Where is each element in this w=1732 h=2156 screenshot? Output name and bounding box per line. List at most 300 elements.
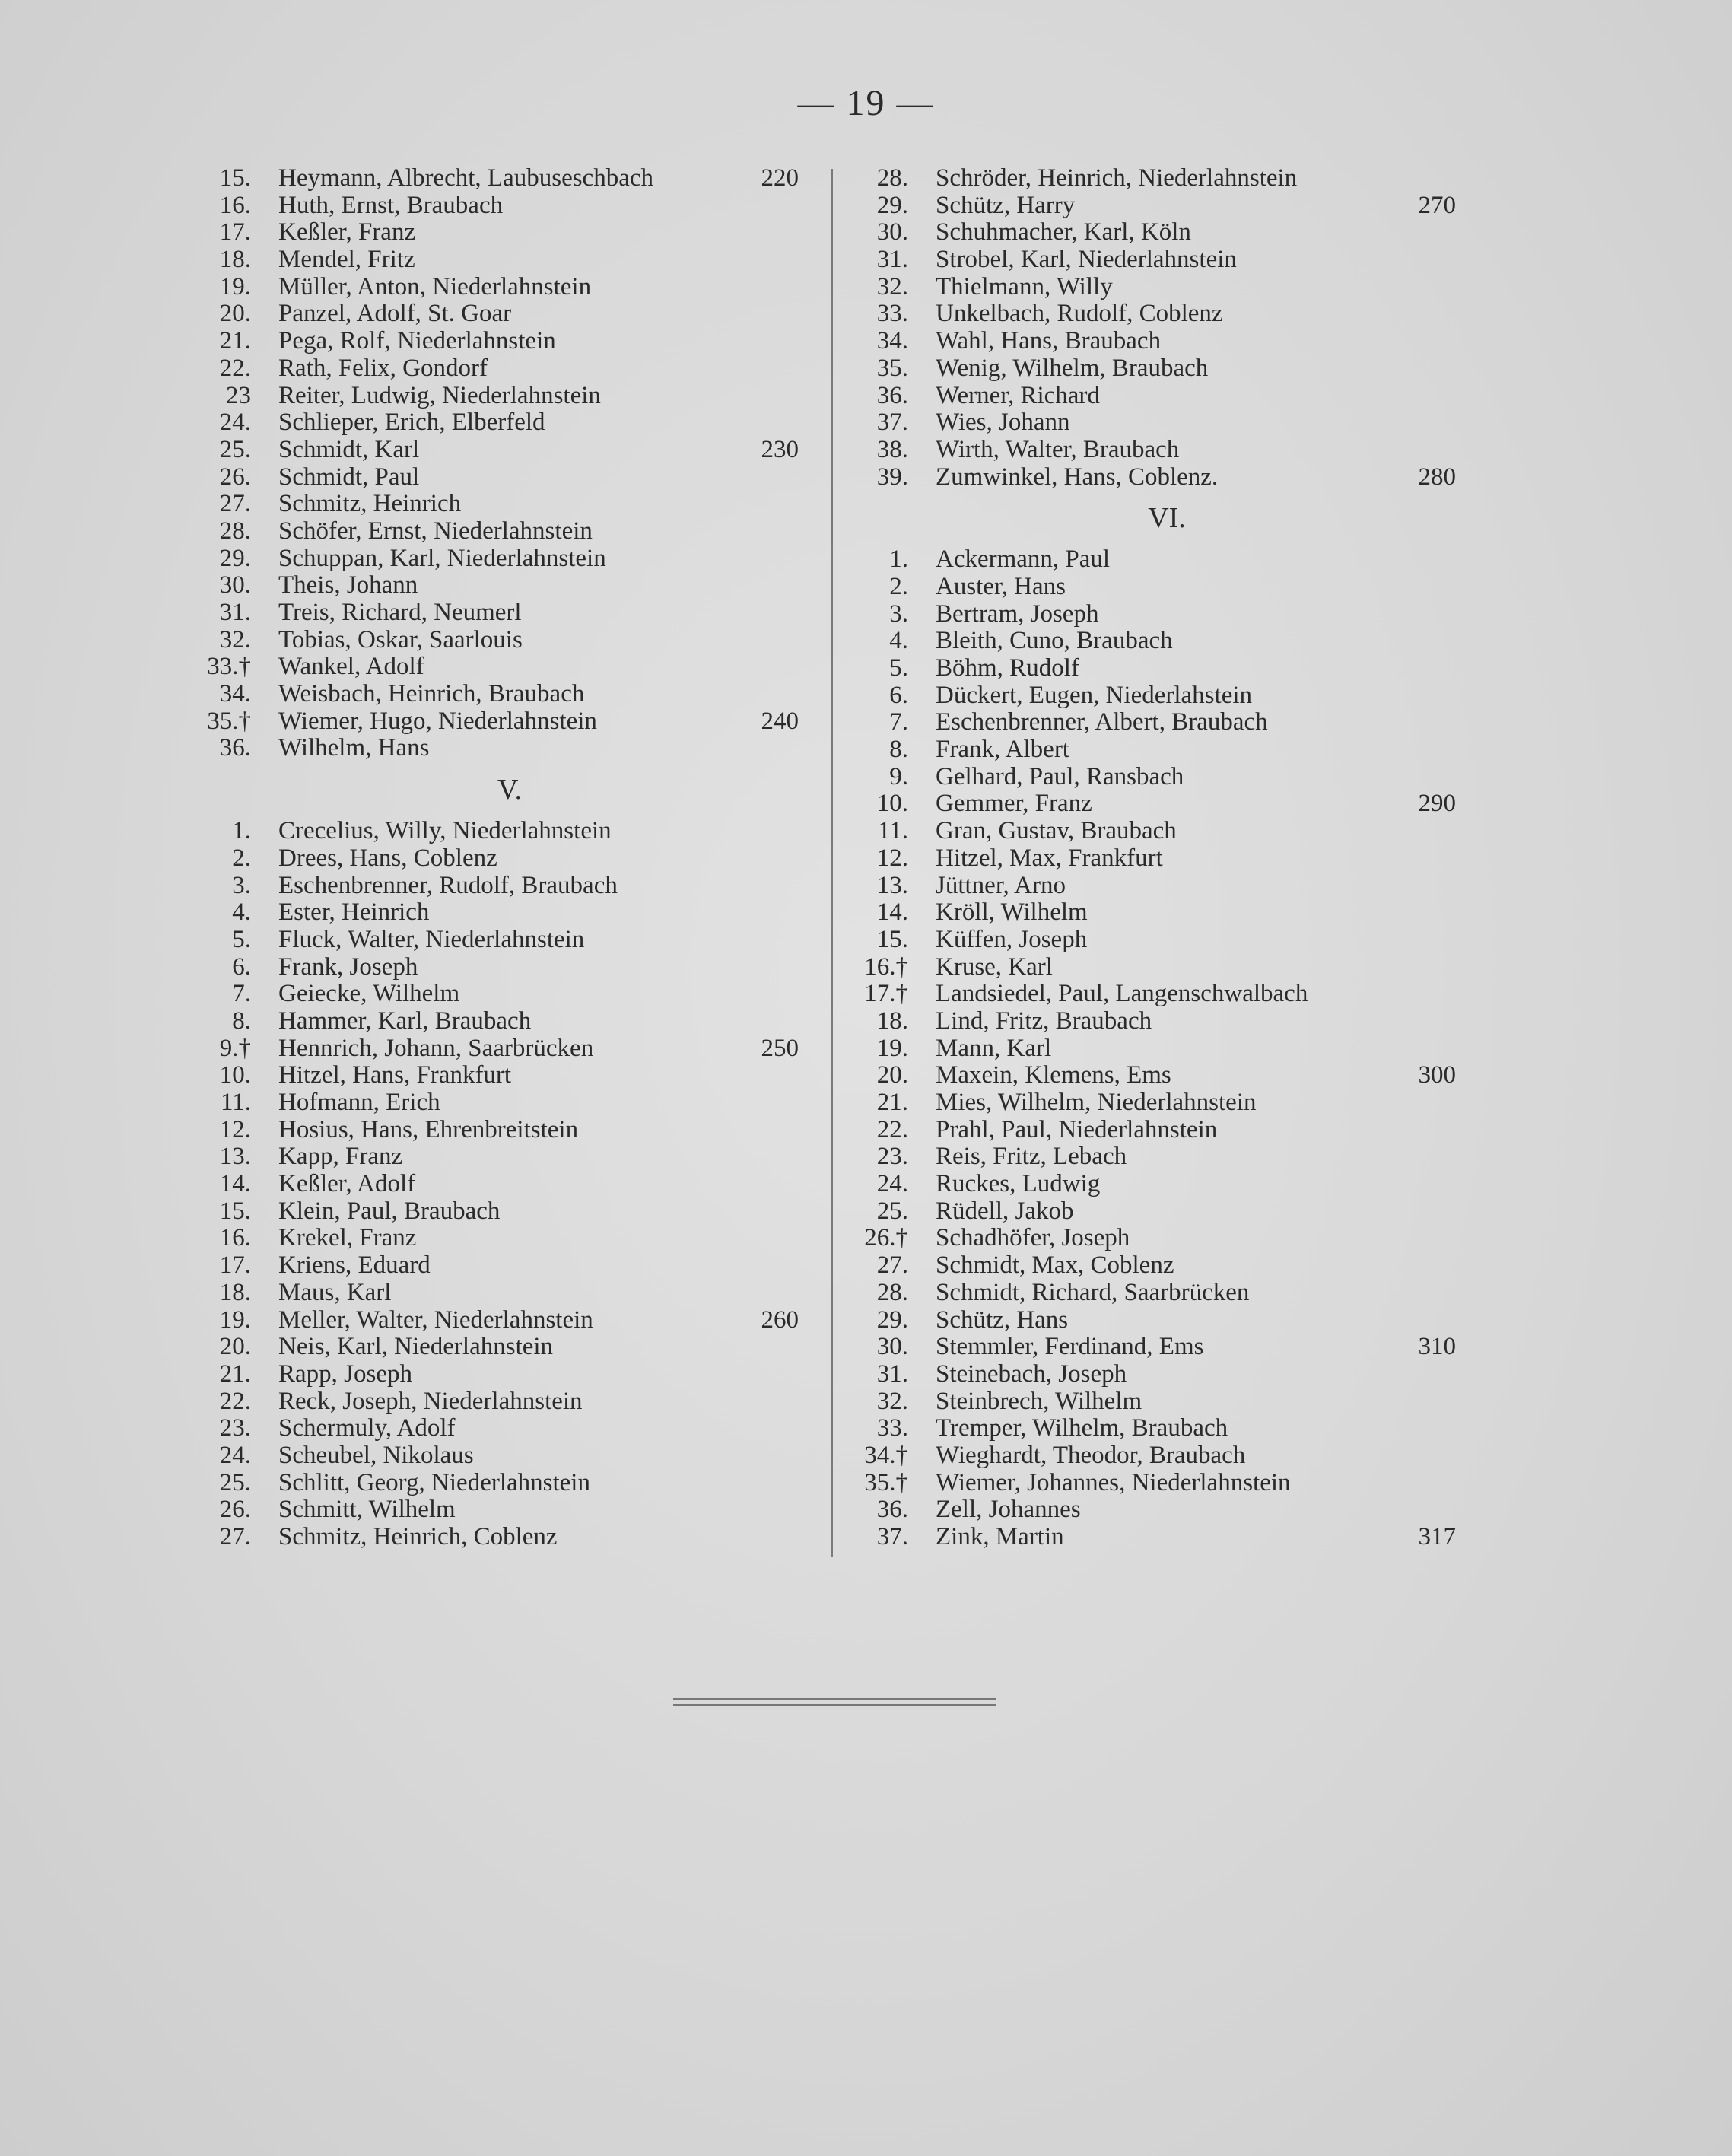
entry-number: 27. xyxy=(219,490,251,518)
list-item xyxy=(847,1143,1456,1171)
entry-name: Reis, Fritz, Lebach xyxy=(936,1143,1127,1171)
entry-name: Wenig, Wilhelm, Braubach xyxy=(936,354,1209,382)
entry-page-ref: 290 xyxy=(1418,790,1456,818)
entry-name: Schmidt, Paul xyxy=(278,463,420,491)
entry-name: Tobias, Oskar, Saarlouis xyxy=(278,625,523,653)
list-item xyxy=(847,1496,1456,1524)
entry-number: 2. xyxy=(889,572,908,600)
entry-name: Scheubel, Nikolaus xyxy=(278,1441,474,1469)
entry-name: Landsiedel, Paul, Langenschwalbach xyxy=(936,980,1308,1008)
entry-name: Lind, Fritz, Braubach xyxy=(936,1006,1152,1035)
list-item xyxy=(190,1496,799,1524)
entry-name: Schadhöfer, Joseph xyxy=(936,1224,1130,1252)
list-item xyxy=(190,681,799,708)
list-item xyxy=(847,764,1456,791)
entry-name: Schröder, Heinrich, Niederlahnstein xyxy=(936,164,1298,192)
list-item xyxy=(190,1388,799,1416)
list-item xyxy=(847,246,1456,274)
entry-number: 36. xyxy=(876,381,908,409)
entry-name: Schmidt, Richard, Saarbrücken xyxy=(936,1278,1250,1306)
entry-name: Schuhmacher, Karl, Köln xyxy=(936,218,1191,246)
list-item xyxy=(190,1198,799,1226)
entry-number: 7. xyxy=(232,980,251,1008)
list-item xyxy=(190,873,799,900)
entry-number: 36. xyxy=(876,1496,908,1524)
entry-number: 24. xyxy=(219,409,251,437)
entry-name: Bleith, Cuno, Braubach xyxy=(936,627,1173,655)
entry-number: 11. xyxy=(220,1089,251,1116)
list-item xyxy=(190,491,799,518)
entry-name: Werner, Richard xyxy=(936,381,1100,409)
list-item xyxy=(190,1035,799,1063)
entry-name: Maxein, Klemens, Ems xyxy=(936,1061,1171,1089)
list-item xyxy=(190,1280,799,1307)
entry-name: Drees, Hans, Coblenz xyxy=(278,844,497,872)
list-item xyxy=(847,1062,1456,1089)
list-item xyxy=(847,818,1456,845)
entry-name: Küffen, Joseph xyxy=(936,925,1088,953)
entry-name: Panzel, Adolf, St. Goar xyxy=(278,300,512,328)
list-item xyxy=(847,845,1456,873)
list-item xyxy=(190,653,799,681)
list-item xyxy=(847,899,1456,927)
entry-name: Frank, Albert xyxy=(936,736,1069,764)
list-item xyxy=(847,873,1456,900)
entry-name: Hitzel, Max, Frankfurt xyxy=(936,844,1163,872)
list-item xyxy=(190,1415,799,1442)
entry-name: Strobel, Karl, Niederlahnstein xyxy=(936,246,1237,274)
entry-name: Zumwinkel, Hans, Coblenz. xyxy=(936,463,1219,491)
list-item xyxy=(190,518,799,545)
end-rule-bottom xyxy=(673,1704,996,1706)
entry-page-ref: 220 xyxy=(761,164,799,192)
entry-number: 20. xyxy=(219,1333,251,1361)
entry-number: 8. xyxy=(232,1006,251,1035)
entry-number: 18. xyxy=(219,1278,251,1306)
entry-name: Schmidt, Max, Coblenz xyxy=(936,1251,1174,1280)
list-item xyxy=(190,1225,799,1252)
entry-number: 34.† xyxy=(864,1441,908,1469)
list-item xyxy=(190,899,799,927)
entry-number: 25. xyxy=(219,435,251,463)
entry-name: Eschenbrenner, Albert, Braubach xyxy=(936,708,1268,736)
list-item xyxy=(847,1008,1456,1035)
list-item xyxy=(847,355,1456,383)
entry-number: 27. xyxy=(876,1251,908,1280)
list-item xyxy=(190,927,799,954)
list-item xyxy=(190,1117,799,1144)
list-item xyxy=(190,708,799,736)
entry-name: Kriens, Eduard xyxy=(278,1251,431,1280)
entry-number: 22. xyxy=(219,1387,251,1415)
entry-name: Treis, Richard, Neumerl xyxy=(278,599,522,626)
list-item xyxy=(190,355,799,383)
list-item xyxy=(190,1062,799,1089)
list-item xyxy=(847,1334,1456,1361)
list-item xyxy=(847,328,1456,355)
entry-number: 32. xyxy=(219,625,251,653)
entry-number: 29. xyxy=(876,191,908,219)
list-item xyxy=(190,409,799,437)
entry-name: Klein, Paul, Braubach xyxy=(278,1197,501,1225)
entry-name: Steinebach, Joseph xyxy=(936,1359,1127,1388)
list-item xyxy=(190,1252,799,1280)
entry-number: 17. xyxy=(219,218,251,246)
list-item xyxy=(847,628,1456,655)
entry-number: 10. xyxy=(219,1061,251,1089)
entry-name: Bertram, Joseph xyxy=(936,599,1099,628)
entry-number: 32. xyxy=(876,272,908,301)
entry-number: 26. xyxy=(219,1496,251,1524)
entry-number: 35.† xyxy=(864,1468,908,1496)
entry-name: Schütz, Hans xyxy=(936,1305,1069,1334)
entry-name: Hosius, Hans, Ehrenbreitstein xyxy=(278,1115,579,1143)
list-item xyxy=(190,1143,799,1171)
entry-number: 9. xyxy=(889,762,908,790)
entry-name: Gran, Gustav, Braubach xyxy=(936,817,1177,845)
list-item xyxy=(190,735,799,762)
list-item xyxy=(847,790,1456,818)
entry-name: Jüttner, Arno xyxy=(936,871,1066,899)
list-item xyxy=(847,1415,1456,1442)
entry-number: 12. xyxy=(219,1115,251,1143)
entry-name: Geiecke, Wilhelm xyxy=(278,980,460,1008)
entry-name: Kapp, Franz xyxy=(278,1143,403,1171)
entry-name: Stemmler, Ferdinand, Ems xyxy=(936,1333,1204,1361)
entry-number: 14. xyxy=(219,1170,251,1198)
entry-number: 22. xyxy=(219,354,251,382)
entry-number: 3. xyxy=(232,871,251,899)
entry-name: Wilhelm, Hans xyxy=(278,734,430,762)
list-item xyxy=(190,219,799,246)
entry-number: 37. xyxy=(876,409,908,437)
entry-number: 37. xyxy=(876,1523,908,1550)
list-item xyxy=(847,464,1456,491)
entry-name: Wankel, Adolf xyxy=(278,653,424,681)
entry-page-ref: 300 xyxy=(1418,1061,1456,1089)
list-item xyxy=(847,1198,1456,1226)
list-item xyxy=(847,1442,1456,1470)
list-item xyxy=(847,409,1456,437)
entry-number: 33.† xyxy=(207,653,251,681)
entry-name: Steinbrech, Wilhelm xyxy=(936,1387,1142,1415)
list-item xyxy=(847,1089,1456,1117)
entry-name: Ackermann, Paul xyxy=(936,545,1111,574)
entry-name: Wieghardt, Theodor, Braubach xyxy=(936,1441,1246,1469)
entry-name: Huth, Ernst, Braubach xyxy=(278,191,504,219)
list-item xyxy=(190,954,799,981)
list-item xyxy=(190,627,799,654)
entry-number: 16. xyxy=(219,191,251,219)
entry-number: 2. xyxy=(232,844,251,872)
entry-number: 23 xyxy=(226,381,251,409)
list-item xyxy=(190,818,799,845)
entry-name: Wahl, Hans, Braubach xyxy=(936,327,1162,355)
list-item xyxy=(190,981,799,1008)
list-item xyxy=(190,545,799,573)
entry-number: 31. xyxy=(876,1359,908,1388)
list-item xyxy=(847,736,1456,764)
entry-number: 30. xyxy=(219,571,251,599)
entry-number: 24. xyxy=(219,1441,251,1469)
entry-name: Schmitz, Heinrich xyxy=(278,490,462,518)
entry-name: Krekel, Franz xyxy=(278,1224,417,1252)
end-rule-top xyxy=(673,1698,996,1700)
entry-name: Theis, Johann xyxy=(278,571,418,599)
list-item xyxy=(847,1280,1456,1307)
list-item xyxy=(847,1117,1456,1144)
entry-page-ref: 317 xyxy=(1418,1523,1456,1550)
entry-name: Keßler, Adolf xyxy=(278,1170,416,1198)
list-item xyxy=(847,1225,1456,1252)
entry-name: Weisbach, Heinrich, Braubach xyxy=(278,680,585,708)
entry-name: Zink, Martin xyxy=(936,1523,1064,1550)
entry-number: 13. xyxy=(876,871,908,899)
entry-number: 31. xyxy=(219,599,251,626)
entry-name: Schlieper, Erich, Elberfeld xyxy=(278,409,545,437)
entry-number: 36. xyxy=(219,734,251,762)
entry-page-ref: 250 xyxy=(761,1034,799,1062)
entry-number: 23. xyxy=(876,1143,908,1171)
entry-name: Schmitt, Wilhelm xyxy=(278,1496,456,1524)
entry-name: Reck, Joseph, Niederlahnstein xyxy=(278,1387,583,1415)
entry-number: 28. xyxy=(876,164,908,192)
entry-number: 4. xyxy=(889,627,908,655)
entry-number: 25. xyxy=(219,1468,251,1496)
entry-number: 35. xyxy=(876,354,908,382)
entry-name: Schermuly, Adolf xyxy=(278,1414,456,1442)
entry-page-ref: 270 xyxy=(1418,191,1456,219)
list-item xyxy=(190,572,799,599)
section-heading: VI. xyxy=(1148,502,1186,535)
entry-number: 9.† xyxy=(219,1034,251,1062)
page-number: — 19 — xyxy=(797,83,935,123)
entry-page-ref: 310 xyxy=(1418,1333,1456,1361)
entry-number: 28. xyxy=(876,1278,908,1306)
entry-number: 13. xyxy=(219,1143,251,1171)
entry-page-ref: 240 xyxy=(761,707,799,735)
entry-number: 10. xyxy=(876,790,908,818)
entry-number: 17. xyxy=(219,1251,251,1280)
entry-number: 16.† xyxy=(864,952,908,981)
entry-name: Dückert, Eugen, Niederlahstein xyxy=(936,681,1253,709)
entry-name: Böhm, Rudolf xyxy=(936,654,1079,682)
entry-number: 29. xyxy=(876,1305,908,1334)
list-item xyxy=(847,709,1456,736)
list-item xyxy=(847,274,1456,301)
entry-number: 25. xyxy=(876,1197,908,1225)
entry-name: Schuppan, Karl, Niederlahnstein xyxy=(278,544,606,572)
entry-number: 21. xyxy=(219,1359,251,1388)
entry-name: Mann, Karl xyxy=(936,1034,1052,1062)
entry-name: Mendel, Fritz xyxy=(278,246,415,274)
list-item xyxy=(847,574,1456,601)
entry-number: 1. xyxy=(889,545,908,574)
list-item xyxy=(190,383,799,410)
list-item xyxy=(847,655,1456,682)
list-item xyxy=(190,328,799,355)
entry-name: Heymann, Albrecht, Laubuseschbach xyxy=(278,164,654,192)
entry-name: Schmitz, Heinrich, Coblenz xyxy=(278,1523,558,1550)
list-item xyxy=(190,165,799,192)
entry-number: 30. xyxy=(876,218,908,246)
list-item xyxy=(190,1442,799,1470)
entry-number: 5. xyxy=(889,654,908,682)
list-item xyxy=(190,1470,799,1497)
list-item xyxy=(190,1334,799,1361)
entry-number: 17.† xyxy=(864,980,908,1008)
entry-name: Pega, Rolf, Niederlahnstein xyxy=(278,327,556,355)
entry-number: 18. xyxy=(219,246,251,274)
entry-name: Schmidt, Karl xyxy=(278,435,420,463)
list-item xyxy=(847,437,1456,464)
entry-number: 20. xyxy=(876,1061,908,1089)
entry-number: 15. xyxy=(219,164,251,192)
entry-name: Hammer, Karl, Braubach xyxy=(278,1006,532,1035)
list-item xyxy=(847,192,1456,220)
list-item xyxy=(190,1089,799,1117)
entry-number: 7. xyxy=(889,708,908,736)
entry-number: 32. xyxy=(876,1387,908,1415)
entry-name: Schlitt, Georg, Niederlahnstein xyxy=(278,1468,590,1496)
entry-number: 28. xyxy=(219,517,251,545)
list-item xyxy=(190,1361,799,1388)
entry-number: 16. xyxy=(219,1224,251,1252)
entry-name: Hitzel, Hans, Frankfurt xyxy=(278,1061,512,1089)
list-item xyxy=(190,274,799,301)
entry-number: 22. xyxy=(876,1115,908,1143)
list-item xyxy=(847,301,1456,328)
entry-name: Wirth, Walter, Braubach xyxy=(936,435,1180,463)
entry-name: Wiemer, Hugo, Niederlahnstein xyxy=(278,707,597,735)
entry-name: Meller, Walter, Niederlahnstein xyxy=(278,1305,593,1334)
list-item xyxy=(847,981,1456,1008)
entry-name: Prahl, Paul, Niederlahnstein xyxy=(936,1115,1218,1143)
entry-number: 34. xyxy=(876,327,908,355)
entry-name: Neis, Karl, Niederlahnstein xyxy=(278,1333,554,1361)
entry-name: Fluck, Walter, Niederlahnstein xyxy=(278,925,585,953)
list-item xyxy=(847,954,1456,981)
entry-name: Rüdell, Jakob xyxy=(936,1197,1074,1225)
entry-name: Müller, Anton, Niederlahnstein xyxy=(278,272,592,301)
entry-number: 27. xyxy=(219,1523,251,1550)
list-item xyxy=(847,1171,1456,1198)
list-item xyxy=(847,1388,1456,1416)
entry-number: 18. xyxy=(876,1006,908,1035)
list-item xyxy=(847,1307,1456,1334)
entry-number: 19. xyxy=(219,272,251,301)
list-item xyxy=(847,219,1456,246)
list-item xyxy=(847,601,1456,628)
entry-name: Schütz, Harry xyxy=(936,191,1076,219)
entry-number: 31. xyxy=(876,246,908,274)
entry-name: Maus, Karl xyxy=(278,1278,392,1306)
entry-number: 33. xyxy=(876,300,908,328)
entry-name: Keßler, Franz xyxy=(278,218,416,246)
list-item xyxy=(190,599,799,627)
entry-number: 29. xyxy=(219,544,251,572)
entry-number: 6. xyxy=(232,952,251,981)
entry-number: 21. xyxy=(219,327,251,355)
entry-name: Gemmer, Franz xyxy=(936,790,1092,818)
entry-name: Kröll, Wilhelm xyxy=(936,898,1088,927)
entry-number: 26.† xyxy=(864,1224,908,1252)
entry-name: Gelhard, Paul, Ransbach xyxy=(936,762,1184,790)
entry-number: 12. xyxy=(876,844,908,872)
entry-number: 33. xyxy=(876,1414,908,1442)
list-item xyxy=(847,682,1456,710)
list-item xyxy=(190,246,799,274)
entry-number: 24. xyxy=(876,1170,908,1198)
entry-name: Frank, Joseph xyxy=(278,952,418,981)
entry-number: 23. xyxy=(219,1414,251,1442)
entry-number: 30. xyxy=(876,1333,908,1361)
entry-page-ref: 280 xyxy=(1418,463,1456,491)
list-item xyxy=(847,1252,1456,1280)
entry-name: Ester, Heinrich xyxy=(278,898,430,927)
entry-number: 4. xyxy=(232,898,251,927)
right-column xyxy=(847,165,1456,1551)
entry-number: 34. xyxy=(219,680,251,708)
entry-name: Rath, Felix, Gondorf xyxy=(278,354,488,382)
entry-number: 21. xyxy=(876,1089,908,1116)
column-divider xyxy=(831,169,833,1557)
entry-name: Reiter, Ludwig, Niederlahnstein xyxy=(278,381,601,409)
list-item xyxy=(190,1524,799,1551)
list-item xyxy=(847,1470,1456,1497)
entry-number: 35.† xyxy=(207,707,251,735)
entry-number: 39. xyxy=(876,463,908,491)
entry-name: Zell, Johannes xyxy=(936,1496,1081,1524)
entry-name: Ruckes, Ludwig xyxy=(936,1170,1101,1198)
entry-name: Schöfer, Ernst, Niederlahnstein xyxy=(278,517,593,545)
list-item xyxy=(847,165,1456,192)
entry-name: Hofmann, Erich xyxy=(278,1089,440,1116)
entry-number: 14. xyxy=(876,898,908,927)
entry-name: Tremper, Wilhelm, Braubach xyxy=(936,1414,1228,1442)
entry-name: Hennrich, Johann, Saarbrücken xyxy=(278,1034,594,1062)
entry-number: 19. xyxy=(219,1305,251,1334)
entry-name: Thielmann, Willy xyxy=(936,272,1113,301)
entry-number: 6. xyxy=(889,681,908,709)
entry-number: 38. xyxy=(876,435,908,463)
entry-name: Kruse, Karl xyxy=(936,952,1053,981)
entry-number: 5. xyxy=(232,925,251,953)
entry-name: Crecelius, Willy, Niederlahnstein xyxy=(278,817,612,845)
left-column xyxy=(190,165,799,1551)
list-item xyxy=(190,1307,799,1334)
entry-number: 26. xyxy=(219,463,251,491)
list-item xyxy=(190,845,799,873)
entry-name: Eschenbrenner, Rudolf, Braubach xyxy=(278,871,618,899)
entry-number: 15. xyxy=(219,1197,251,1225)
list-item xyxy=(190,464,799,491)
entry-name: Rapp, Joseph xyxy=(278,1359,412,1388)
list-item xyxy=(847,927,1456,954)
entry-page-ref: 260 xyxy=(761,1305,799,1334)
entry-number: 19. xyxy=(876,1034,908,1062)
entry-number: 1. xyxy=(232,817,251,845)
entry-number: 11. xyxy=(877,817,908,845)
entry-number: 8. xyxy=(889,736,908,764)
entry-name: Unkelbach, Rudolf, Coblenz xyxy=(936,300,1223,328)
entry-number: 15. xyxy=(876,925,908,953)
entry-number: 20. xyxy=(219,300,251,328)
list-item xyxy=(190,1171,799,1198)
list-item xyxy=(190,301,799,328)
list-item xyxy=(190,192,799,220)
list-item xyxy=(190,1008,799,1035)
